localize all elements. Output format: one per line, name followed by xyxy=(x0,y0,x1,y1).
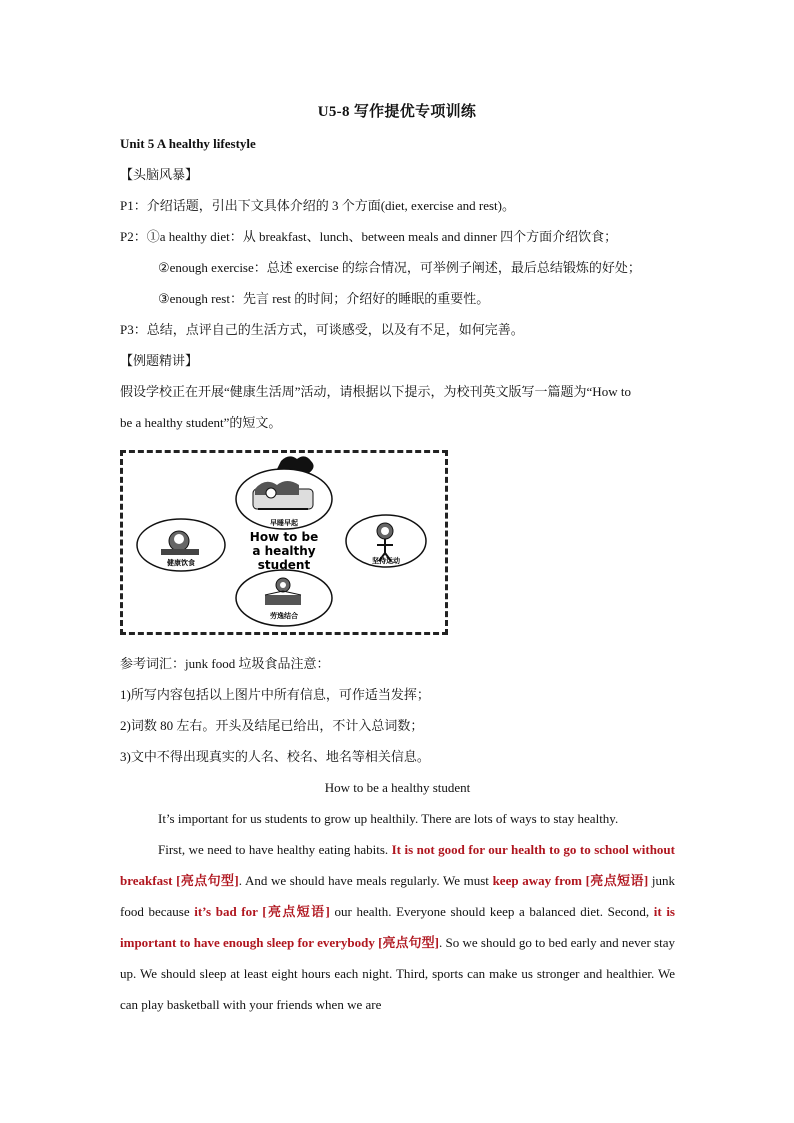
highlight-sentence-1: It is not good for our health to go to school without breakfast [亮点句型] xyxy=(120,842,675,888)
p2-line-3: ③enough rest：先言 rest 的时间；介绍好的睡眠的重要性。 xyxy=(158,291,490,306)
p3-line: P3：总结，点评自己的生活方式，可谈感受，以及有不足，如何完善。 xyxy=(120,322,524,337)
p1-line: P1：介绍话题，引出下文具体介绍的 3 个方面(diet, exercise and rest)。 xyxy=(120,198,516,213)
figure-center-line-2: a healthy xyxy=(252,544,316,558)
figure-svg xyxy=(123,453,445,632)
top-caption: 早睡早起 xyxy=(270,519,298,527)
unit-heading: Unit 5 A healthy lifestyle xyxy=(120,136,256,151)
highlight-sentence-2: it is important to have enough sleep for everybody [亮点句型] xyxy=(120,904,675,950)
essay-text-2: . And we should have meals regularly. We must xyxy=(238,873,493,888)
note-1: 1)所写内容包括以上图片中所有信息，可作适当发挥； xyxy=(120,687,430,702)
document-title: U5-8 写作提优专项训练 xyxy=(317,104,477,120)
figure-center-line-3: student xyxy=(257,558,311,572)
note-2: 2)词数 80 左右。开头及结尾已给出，不计入总词数； xyxy=(120,718,424,733)
healthy-student-figure xyxy=(120,450,448,635)
figure-center-line-1: How to be xyxy=(249,530,319,544)
prompt-line-1: 假设学校正在开展“健康生活周”活动，请根据以下提示，为校刊英文版写一篇题为“How to xyxy=(120,384,631,399)
essay-title: How to be a healthy student xyxy=(324,780,471,795)
highlight-phrase-1: keep away from [亮点短语] xyxy=(492,873,649,888)
highlight-phrase-2: it’s bad for [亮点短语] xyxy=(194,904,330,919)
essay-paragraph-1: It’s important for us students to grow up healthily. There are lots of ways to stay healthy. xyxy=(158,811,619,826)
essay-text-1: First, we need to have healthy eating habits. xyxy=(158,842,392,857)
left-caption: 健康饮食 xyxy=(167,559,195,567)
section-examples: 【例题精讲】 xyxy=(120,353,199,368)
essay-text-4: our health. Everyone should keep a balanced diet. Second, xyxy=(329,904,654,919)
essay-text-5: . So we should go to bed early and never stay up. We should sleep at least eight hours each night. Third, sports can make us stronger and healthier. We can play basketball with your friends when we are xyxy=(120,935,675,1012)
right-caption: 坚持运动 xyxy=(372,557,400,565)
essay-text-3: junk food because xyxy=(120,873,675,919)
note-3: 3)文中不得出现真实的人名、校名、地名等相关信息。 xyxy=(120,749,430,764)
vocab-line: 参考词汇：junk food 垃圾食品注意： xyxy=(120,656,330,671)
p2-line-2: ②enough exercise：总述 exercise 的综合情况，可举例子阐述，最后总结锻炼的好处； xyxy=(158,260,641,275)
section-brainstorm: 【头脑风暴】 xyxy=(120,167,199,182)
essay-paragraph-2 xyxy=(120,834,675,1020)
bottom-caption: 劳逸结合 xyxy=(270,612,298,620)
prompt-line-2: be a healthy student”的短文。 xyxy=(120,415,282,430)
p2-line-1: P2：①a healthy diet：从 breakfast、lunch、between meals and dinner 四个方面介绍饮食； xyxy=(120,229,618,244)
